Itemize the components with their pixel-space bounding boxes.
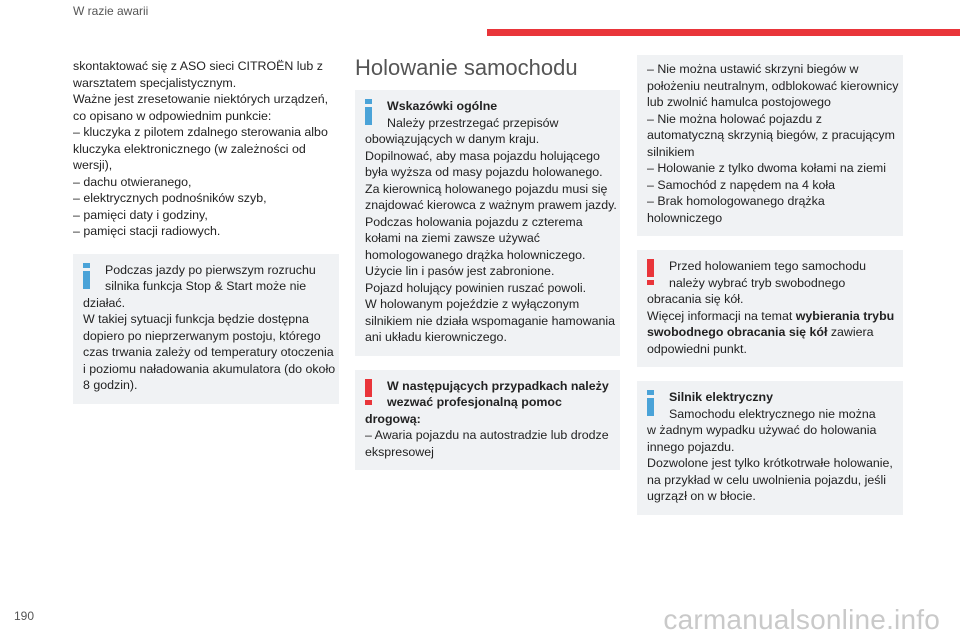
box-heading: Silnik elektryczny — [669, 390, 773, 404]
info-icon — [647, 390, 654, 416]
bold-span: swobodnego obracania się kół — [647, 325, 828, 339]
column-3 — [637, 55, 903, 529]
text-line: homologowanego drążka holowniczego. — [365, 247, 586, 262]
text-line: w żadnym wypadku używać do holowania — [647, 423, 877, 437]
info-box-stop-start — [73, 254, 339, 404]
text-line: – elektrycznych podnośników szyb, — [73, 191, 267, 205]
text-line: Podczas jazdy po pierwszym rozruchu — [105, 262, 316, 277]
text-line: Dozwolone jest tylko krótkotrwałe holowanie, — [647, 456, 893, 470]
text-line: innego pojazdu. — [647, 439, 735, 454]
text-line: – pamięci daty i godziny, — [73, 207, 208, 222]
text-line: – Samochód z napędem na 4 koła — [647, 177, 836, 192]
text-line: dopiero po nieprzerwanym postoju, którego — [83, 328, 321, 343]
text-line: silnika funkcja Stop & Start może nie — [105, 279, 307, 293]
warning-box-professional-help — [355, 370, 620, 471]
text-line: – Nie można holować pojazdu z — [647, 111, 822, 126]
text-line: drogową: — [365, 411, 421, 426]
text-line: – kluczyka z pilotem zdalnego sterowania albo — [73, 125, 328, 139]
info-box-general — [355, 90, 620, 356]
page-number: 190 — [14, 609, 35, 623]
text-line: co opisano w odpowiednim punkcie: — [73, 108, 272, 123]
warning-continued-box — [637, 55, 903, 236]
text-line: holowniczego — [647, 210, 723, 225]
text-line: Za kierownicą holowanego pojazdu musi się — [365, 181, 608, 196]
text-line: odpowiedni punkt. — [647, 341, 747, 356]
text-line: skontaktować się z ASO sieci CITROËN lub z — [73, 59, 323, 73]
text-line: wezwać profesjonalną pomoc — [387, 395, 562, 409]
text-line: silnikiem nie działa wspomaganie hamowania — [365, 313, 616, 328]
text-line: należy wybrać tryb swobodnego — [669, 275, 846, 290]
text-line: obowiązujących w danym kraju. — [365, 132, 540, 146]
text-span: Więcej informacji na temat — [647, 308, 796, 323]
text-line: – Awaria pojazdu na autostradzie lub drodze — [365, 428, 609, 442]
text-line: czas trwania zależy od temperatury otoczenia — [83, 345, 334, 359]
text-line: W następujących przypadkach należy — [387, 378, 609, 393]
text-line: – pamięci stacji radiowych. — [73, 224, 221, 238]
text-line: W holowanym pojeździe z wyłączonym — [365, 297, 580, 311]
header-accent-bar — [487, 29, 960, 36]
text-line: na przykład w celu uwolnienia pojazdu, jeśli — [647, 472, 886, 487]
text-line: silnikiem — [647, 144, 695, 159]
intro-paragraph — [73, 58, 339, 240]
text-line: – Brak homologowanego drążka — [647, 194, 825, 208]
text-line: wersji), — [73, 158, 113, 172]
info-box-electric — [637, 381, 903, 515]
text-line: kluczyka elektronicznego (w zależności od — [73, 141, 306, 156]
column-1 — [73, 58, 339, 418]
text-line: Użycie lin i pasów jest zabronione. — [365, 264, 555, 278]
text-line: Należy przestrzegać przepisów — [387, 115, 559, 130]
bold-span: wybierania trybu — [795, 308, 895, 323]
text-line: obracania się kół. — [647, 292, 744, 306]
text-line: 8 godzin). — [83, 378, 138, 392]
text-line: – Nie można ustawić skrzyni biegów w — [647, 62, 859, 76]
text-line: – Holowanie z tylko dwoma kołami na ziemi — [647, 161, 886, 175]
text-line: znajdować kierowca z ważnym prawem jazdy. — [365, 198, 617, 212]
text-line: była wyższa od masy pojazdu holowanego. — [365, 165, 603, 179]
warning-icon — [365, 379, 372, 405]
column-2 — [355, 55, 620, 484]
text-line: – dachu otwieranego, — [73, 174, 192, 189]
text-line: W takiej sytuacji funkcja będzie dostępna — [83, 312, 309, 326]
info-icon — [83, 263, 90, 289]
text-line: Podczas holowania pojazdu z czterema — [365, 214, 583, 229]
info-icon — [365, 99, 372, 125]
text-line: Ważne jest zresetowanie niektórych urządzeń, — [73, 92, 329, 106]
text-line: warsztatem specjalistycznym. — [73, 75, 237, 90]
text-line — [647, 308, 893, 325]
text-line: ugrzązł on w błocie. — [647, 489, 756, 503]
text-line: i poziomu naładowania akumulatora (do około — [83, 361, 336, 376]
text-line: Przed holowaniem tego samochodu — [669, 259, 866, 273]
section-title: Holowanie samochodu — [355, 55, 578, 80]
text-line: lub zwolnić hamulca postojowego — [647, 95, 831, 109]
watermark: carmanualsonline.info — [663, 604, 940, 635]
text-line: kołami na ziemi zawsze używać — [365, 231, 540, 245]
text-line: działać. — [83, 295, 126, 310]
text-line: Samochodu elektrycznego nie można — [669, 406, 876, 421]
text-line: położeniu neutralnym, odblokować kierownicy — [647, 78, 899, 93]
section-header: W razie awarii — [73, 4, 149, 18]
text-line: Pojazd holujący powinien ruszać powoli. — [365, 280, 587, 295]
text-line: automatyczną skrzynią biegów, z pracującym — [647, 128, 895, 142]
text-line: ekspresowej — [365, 444, 434, 459]
warning-box-free-wheel — [637, 250, 903, 367]
text-line — [647, 324, 893, 341]
warning-icon — [647, 259, 654, 285]
text-line: ani układu kierowniczego. — [365, 330, 507, 344]
text-span: zawiera — [827, 325, 874, 339]
box-heading: Wskazówki ogólne — [387, 99, 498, 113]
text-line: Dopilnować, aby masa pojazdu holującego — [365, 148, 600, 163]
